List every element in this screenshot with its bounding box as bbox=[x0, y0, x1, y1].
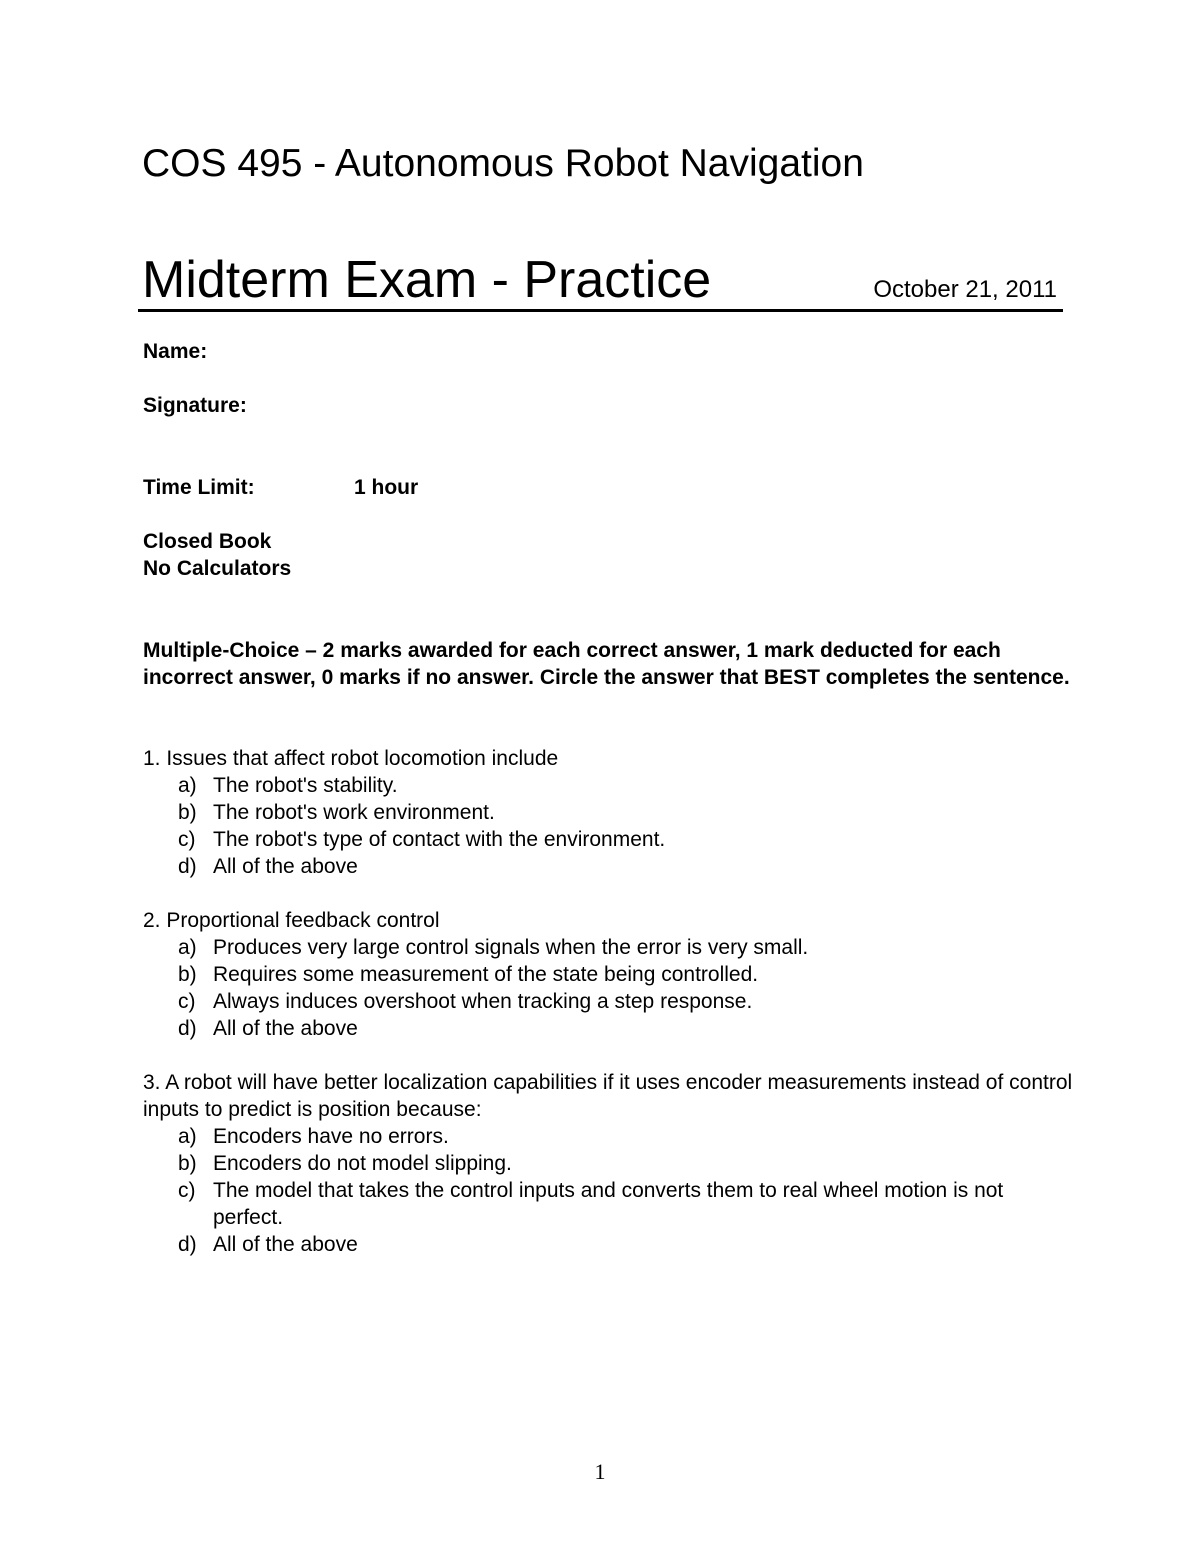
option-text: Encoders have no errors. bbox=[213, 1125, 449, 1148]
answer-option[interactable] bbox=[143, 1177, 1073, 1231]
option-text: The robot's type of contact with the environment. bbox=[213, 828, 666, 851]
option-letter: a) bbox=[178, 1125, 197, 1148]
answer-option[interactable] bbox=[143, 988, 1073, 1015]
instructions: Multiple-Choice – 2 marks awarded for each correct answer, 1 mark deducted for each incorrect answer, 0 marks if no answer. Circle the answer that BEST completes the sentence. bbox=[143, 639, 1070, 689]
option-text: All of the above bbox=[213, 1017, 358, 1040]
answer-option[interactable] bbox=[143, 961, 1073, 988]
course-title: COS 495 - Autonomous Robot Navigation bbox=[142, 142, 864, 185]
exam-title: Midterm Exam - Practice bbox=[142, 251, 712, 309]
option-letter: c) bbox=[178, 1179, 196, 1202]
option-letter: c) bbox=[178, 990, 196, 1013]
option-letter: b) bbox=[178, 1152, 197, 1175]
option-letter: a) bbox=[178, 774, 197, 797]
option-letter: b) bbox=[178, 963, 197, 986]
question-2 bbox=[143, 907, 1073, 1042]
option-letter: d) bbox=[178, 1233, 197, 1256]
closed-book-note: Closed Book bbox=[143, 530, 272, 553]
answer-option[interactable] bbox=[143, 1015, 1073, 1042]
answer-option[interactable] bbox=[143, 772, 1073, 799]
time-limit-value: 1 hour bbox=[354, 476, 419, 499]
title-underline bbox=[138, 309, 1063, 312]
signature-field-label: Signature: bbox=[143, 394, 247, 417]
option-text: All of the above bbox=[213, 1233, 358, 1256]
question-stem: 1. Issues that affect robot locomotion include bbox=[143, 747, 559, 770]
answer-option[interactable] bbox=[143, 934, 1073, 961]
option-letter: d) bbox=[178, 855, 197, 878]
option-text: Always induces overshoot when tracking a step response. bbox=[213, 990, 753, 1013]
option-text: The robot's work environment. bbox=[213, 801, 495, 824]
option-letter: b) bbox=[178, 801, 197, 824]
page-number: 1 bbox=[594, 1459, 606, 1484]
answer-option[interactable] bbox=[143, 1150, 1073, 1177]
option-text: Requires some measurement of the state being controlled. bbox=[213, 963, 759, 986]
question-1 bbox=[143, 745, 1073, 880]
answer-option[interactable] bbox=[143, 1123, 1073, 1150]
question-3 bbox=[143, 1069, 1073, 1258]
option-text: All of the above bbox=[213, 855, 358, 878]
answer-option[interactable] bbox=[143, 853, 1073, 880]
option-letter: c) bbox=[178, 828, 196, 851]
name-field-label: Name: bbox=[143, 340, 208, 363]
question-stem: 3. A robot will have better localization capabilities if it uses encoder measurements instead of control inputs to predict is position because: bbox=[143, 1071, 1073, 1121]
option-text: The model that takes the control inputs and converts them to real wheel motion is not perfect. bbox=[213, 1179, 1004, 1229]
answer-option[interactable] bbox=[143, 826, 1073, 853]
option-text: Encoders do not model slipping. bbox=[213, 1152, 512, 1175]
option-text: The robot's stability. bbox=[213, 774, 398, 797]
option-letter: d) bbox=[178, 1017, 197, 1040]
option-text: Produces very large control signals when the error is very small. bbox=[213, 936, 809, 959]
time-limit-label: Time Limit: bbox=[143, 476, 255, 499]
no-calculators-note: No Calculators bbox=[143, 557, 292, 580]
question-stem: 2. Proportional feedback control bbox=[143, 909, 440, 932]
option-letter: a) bbox=[178, 936, 197, 959]
answer-option[interactable] bbox=[143, 799, 1073, 826]
answer-option[interactable] bbox=[143, 1231, 1073, 1258]
exam-date: October 21, 2011 bbox=[873, 276, 1057, 303]
